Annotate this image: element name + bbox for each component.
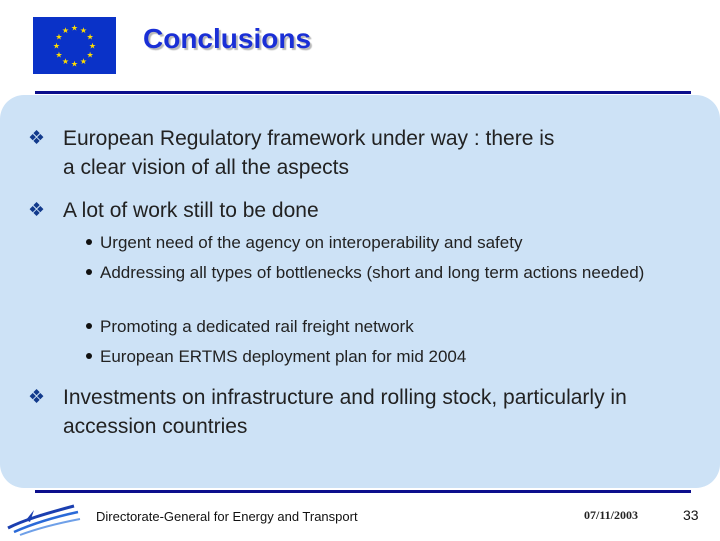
v-diamond-bullet-icon: ❖ [28,387,46,408]
eu-flag-icon [33,17,116,74]
flag-star-icon: ★ [61,57,70,67]
flag-star-icon: ★ [79,25,88,35]
dg-tren-logo-icon [4,500,82,541]
page-title: Conclusions [143,23,312,54]
page-number: 33 [683,507,699,523]
flag-star-icon: ★ [70,59,79,69]
dot-bullet-icon [86,323,92,329]
flag-star-icon: ★ [86,50,94,60]
flag-star-icon: ★ [52,41,61,51]
sub-bullet-item: European ERTMS deployment plan for mid 2004 [100,347,467,366]
footer-date: 07/11/2003 [584,508,639,522]
flag-star-icon: ★ [61,25,70,35]
flag-star-icon: ★ [55,32,63,42]
sub-bullet-item: Urgent need of the agency on interoperability and safety [100,233,523,252]
dot-bullet-icon [86,353,92,359]
dot-bullet-icon [86,239,92,245]
sub-bullet-item: Promoting a dedicated rail freight network [100,317,414,336]
flag-star-icon: ★ [55,50,63,60]
flag-star-icon: ★ [88,41,97,51]
flag-star-icon: ★ [70,23,79,33]
sub-bullet-item: Addressing all types of bottlenecks (short and long term actions needed) [100,263,645,282]
top-divider [35,91,691,94]
flag-star-icon: ★ [86,32,94,42]
v-diamond-bullet-icon: ❖ [28,128,46,149]
flag-star-icon: ★ [79,57,88,67]
v-diamond-bullet-icon: ❖ [28,200,46,221]
bullet-item: Investments on infrastructure and rolling stock, particularly in accession countries [63,386,627,438]
bullet-item: European Regulatory framework under way : there is a clear vision of all the aspects [63,127,555,179]
bullet-item: A lot of work still to be done [63,199,319,222]
footer-organization: Directorate-General for Energy and Transport [96,509,358,524]
bottom-divider [35,490,691,493]
dot-bullet-icon [86,269,92,275]
